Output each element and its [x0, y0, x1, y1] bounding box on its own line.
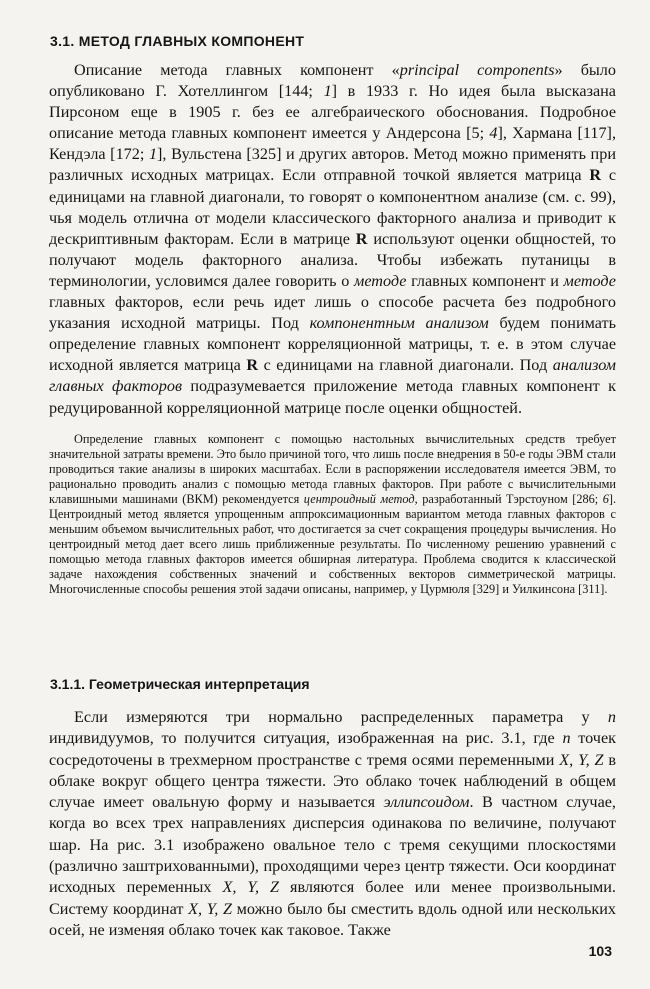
italic-span: principal components — [399, 61, 555, 79]
text-span: главных компонент и — [406, 271, 564, 290]
italic-span: X, Y, Z — [222, 878, 280, 897]
text-span: можно было бы сместить вдоль одной или нескольких осей, не изменяя облако точек как таковое. Также — [49, 899, 616, 939]
subsection-title: 3.1.1. Геометрическая интерпретация — [50, 676, 310, 692]
text-span: ], Вульстена [325] и других авторов. Метод можно применять при различных исходных матрицах. Если отправной точкой является матрица — [49, 145, 616, 185]
text-span: Описание метода главных компонент « — [74, 61, 400, 79]
italic-span: центроидный метод — [303, 492, 415, 506]
text-span: с единицами на главной диагонали, то говорят о компонентном анализе (см. с. 99), чья модель отлична от модели классического факторного анализа и приводит к дескриптивным факторам. Если в матрице — [49, 166, 616, 248]
text-span: используют оценки общностей, то получают модель факторного анализа. Чтобы избежать путаницы в терминологии, условимся далее говорить о — [49, 229, 616, 290]
text-span: являются более или менее произвольными. Систему координат — [49, 878, 616, 918]
italic-span: методе — [353, 271, 407, 290]
text-span: с единицами на главной диагонали. Под — [258, 356, 553, 375]
text-span: индивидуумов, то получится ситуация, изображенная на рис. 3.1, где — [49, 729, 563, 748]
text-span: в облаке вокруг общего центра тяжести. Это облако точек наблюдений в общем случае имеет овальную форму и называется — [49, 750, 616, 812]
text-span: ], Хармана [117], Кендэла [172; — [49, 124, 616, 164]
bold-span: R — [246, 356, 259, 375]
text-span: ]. Центроидный метод является упрощенным аппроксимационным вариантом метода главных факторов с меньшим объемом вычислительных работ, что достигается за счет сокращения процедуры вычисления. Но центроидный метод дает всего лишь приближенные результаты. По численному решению уравнений с помощью метода главных факторов имеется обширная литература. Проблема сводится к классической задаче нахождения собственных значений и собственных векторов симметрической матрицы. Многочисленные способы решения этой задачи описаны, например, у Цурмюля [329] и Уилкинсона [311]. — [49, 492, 617, 596]
italic-span: 4 — [489, 124, 498, 143]
page-number: 103 — [588, 943, 612, 959]
text-span: подразумевается приложение метода главных компонент к редуцированной корреляционной матрице после оценки общностей. — [49, 377, 616, 417]
italic-span: методе — [563, 271, 616, 290]
section-title: 3.1. МЕТОД ГЛАВНЫХ КОМПОНЕНТ — [50, 33, 305, 49]
italic-span: 1 — [148, 145, 158, 164]
paragraph-geometric-interpretation — [49, 707, 616, 941]
italic-span: 1 — [323, 82, 332, 101]
italic-span: X, Y, Z — [559, 750, 604, 769]
italic-span: анализом главных факторов — [49, 356, 617, 396]
bold-span: R — [589, 166, 602, 185]
italic-span: n — [562, 729, 571, 748]
text-span: Если измеряются три нормально распределенных параметра у — [74, 708, 608, 726]
text-span: главных факторов, если речь идет лишь о способе расчета без подробного указания исходной матрицы. Под — [49, 293, 616, 333]
text-span: » было опубликовано Г. Хотеллингом [144; — [49, 61, 616, 101]
paragraph-small-print-computation — [49, 432, 616, 597]
italic-span: компонентным анализом — [309, 314, 489, 333]
italic-span: 6 — [602, 492, 609, 506]
text-span: . В частном случае, когда во всех трех направлениях дисперсия одинакова по величине, получают шар. На рис. 3.1 изображено овальное тело с тремя секущими плоскостями (различно заштрихованными), проходящими через центр тяжести. Оси координат исходных переменных — [49, 793, 616, 897]
text-span: , разработанный Тэрстоуном [286; — [414, 492, 603, 506]
text-span: ] в 1933 г. Но идея была высказана Пирсоном еще в 1905 г. без ее алгебраического обоснования. Подробное описание метода главных компонент имеется у Андерсона [5; — [49, 82, 616, 143]
text-span: Определение главных компонент с помощью настольных вычислительных средств требует значительной затраты времени. Это было причиной того, что лишь после внедрения в 50-е годы ЭВМ стали проводиться такие анализы в широких масштабах. Если в распоряжении исследователя имеется ЭВМ, то рационально проводить анализ с помощью метода главных факторов. При работе с вычислительными клавишными машинами (ВКМ) рекомендуется — [49, 432, 616, 506]
paragraph-principal-components-intro — [49, 60, 616, 419]
italic-span: X, Y, Z — [188, 899, 232, 918]
italic-span: эллипсоидом — [383, 793, 470, 812]
italic-span: n — [607, 708, 616, 726]
bold-span: R — [355, 229, 368, 248]
text-span: точек сосредоточены в трехмерном пространстве с тремя осями переменными — [49, 729, 616, 769]
text-span: будем понимать определение главных компонент корреляционной матрицы, т. е. в этом случае исходной является матрица — [49, 314, 616, 375]
